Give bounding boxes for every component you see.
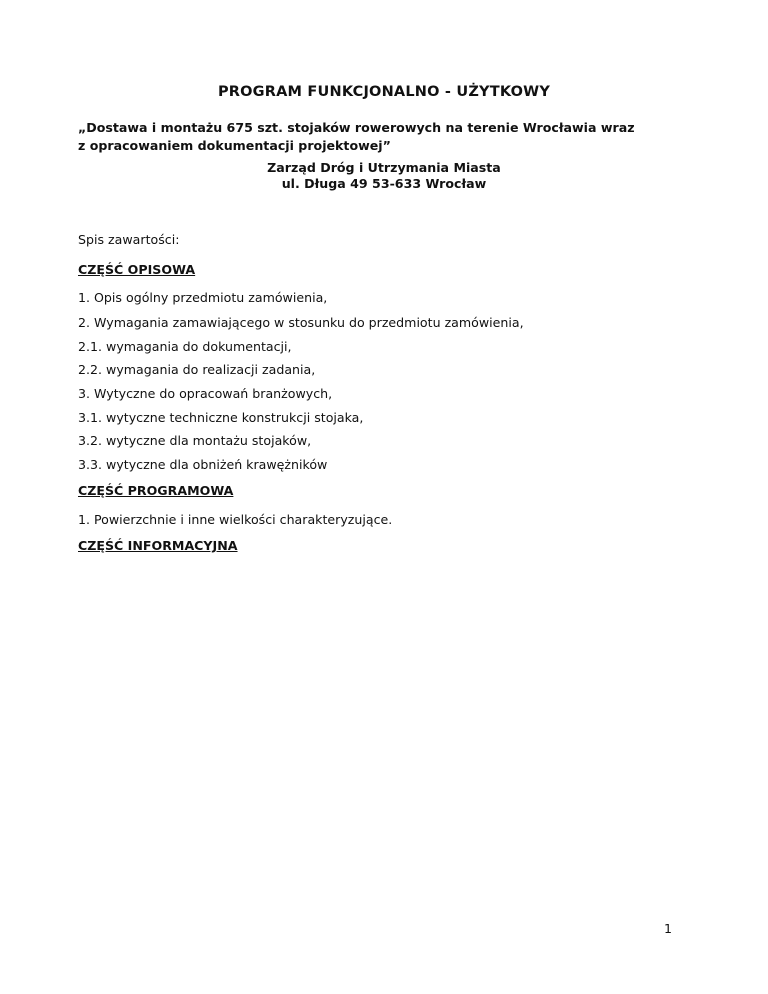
toc-item: 2.1. wymagania do dokumentacji, bbox=[78, 339, 292, 354]
contract-subject-line-2: z opracowaniem dokumentacji projektowej” bbox=[78, 138, 391, 153]
organization-block bbox=[0, 160, 768, 192]
toc-item: 1. Powierzchnie i inne wielkości charakteryzujące. bbox=[78, 512, 393, 527]
organization-name: Zarząd Dróg i Utrzymania Miasta bbox=[267, 160, 501, 175]
contract-subject-line-1: „Dostawa i montażu 675 szt. stojaków rowerowych na terenie Wrocławia wraz bbox=[78, 120, 635, 135]
toc-item: 2. Wymagania zamawiającego w stosunku do przedmiotu zamówienia, bbox=[78, 315, 524, 330]
toc-item: 3.2. wytyczne dla montażu stojaków, bbox=[78, 433, 312, 448]
page-number: 1 bbox=[664, 921, 673, 936]
toc-item: 1. Opis ogólny przedmiotu zamówienia, bbox=[78, 290, 328, 305]
toc-item: 2.2. wymagania do realizacji zadania, bbox=[78, 362, 316, 377]
document-title: PROGRAM FUNKCJONALNO - UŻYTKOWY bbox=[217, 84, 551, 100]
organization-address: ul. Długa 49 53-633 Wrocław bbox=[281, 176, 487, 191]
section-title-programowa: CZĘŚĆ PROGRAMOWA bbox=[78, 483, 234, 498]
toc-heading: Spis zawartości: bbox=[78, 232, 180, 247]
toc-item: 3.3. wytyczne dla obniżeń krawężników bbox=[78, 457, 328, 472]
contract-subject bbox=[78, 119, 698, 155]
section-title-opisowa: CZĘŚĆ OPISOWA bbox=[78, 262, 196, 277]
toc-item: 3.1. wytyczne techniczne konstrukcji stojaka, bbox=[78, 410, 364, 425]
section-title-informacyjna: CZĘŚĆ INFORMACYJNA bbox=[78, 538, 238, 553]
toc-item: 3. Wytyczne do opracowań branżowych, bbox=[78, 386, 333, 401]
